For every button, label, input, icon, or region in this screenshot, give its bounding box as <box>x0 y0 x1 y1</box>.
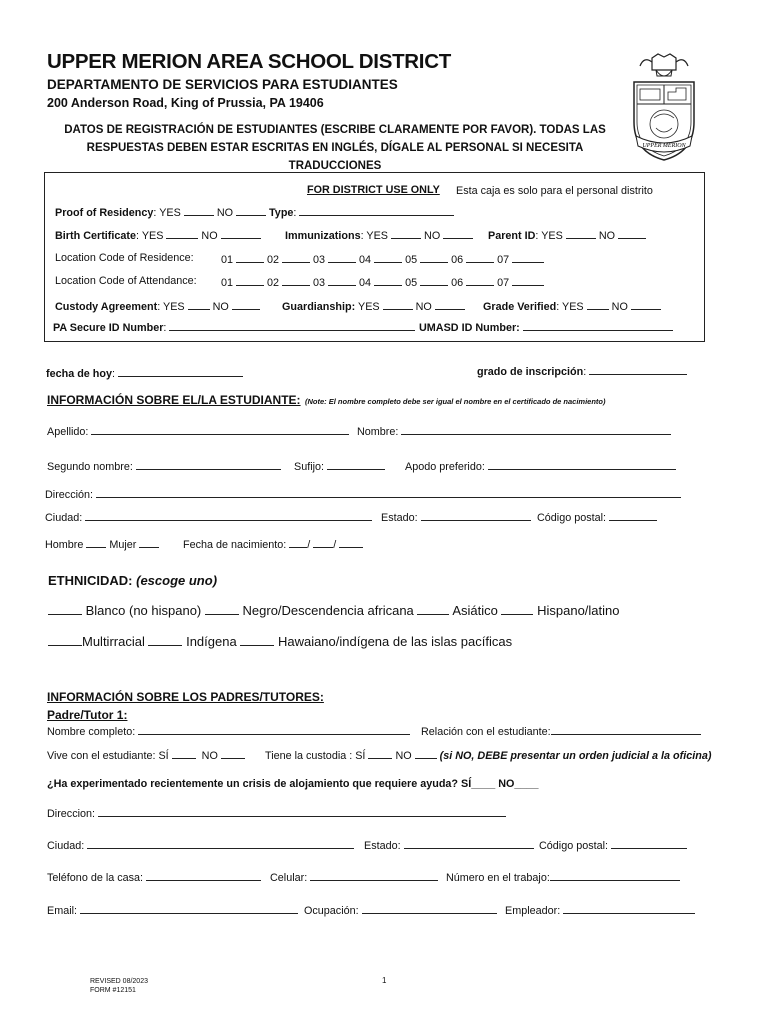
parent-address-field[interactable]: Direccion: <box>47 806 506 820</box>
parent-1-heading: Padre/Tutor 1: <box>47 708 128 722</box>
student-section-heading: INFORMACIÓN SOBRE EL/LA ESTUDIANTE: (Note: El nombre completo debe ser igual el nombre en el certificado de nacimiento) <box>47 393 606 407</box>
ethnicity-asian: Asiático <box>452 603 498 618</box>
ethnicity-black: Negro/Descendencia africana <box>242 603 414 618</box>
parent-zip-field[interactable]: Código postal: <box>539 838 687 852</box>
suffix-field[interactable]: Sufijo: <box>294 459 385 473</box>
middle-name-field[interactable]: Segundo nombre: <box>47 459 281 473</box>
ethnicity-row-2[interactable] <box>48 634 512 649</box>
district-use-note: Esta caja es solo para el personal distrito <box>456 185 653 197</box>
pa-secure-id-row: PA Secure ID Number: <box>53 320 415 334</box>
housing-crisis-question[interactable]: ¿Ha experimentado recientemente un crisis de alojamiento que requiere ayuda? SÍ____ NO____ <box>47 778 539 790</box>
immunizations-row: Immunizations: YES NO <box>285 228 473 242</box>
ethnicity-hispanic: Hispano/latino <box>537 603 620 618</box>
parent-state-field[interactable]: Estado: <box>364 838 534 852</box>
birth-certificate-row: Birth Certificate: YES NO <box>55 228 261 242</box>
lives-with-student-field[interactable]: Vive con el estudiante: SÍ NO <box>47 748 245 762</box>
first-name-field[interactable]: Nombre: <box>357 424 671 438</box>
attendance-code-label: Location Code of Attendance: <box>55 275 197 287</box>
grade-verified-row: Grade Verified: YES NO <box>483 299 661 313</box>
page-number: 1 <box>382 976 387 985</box>
custody-field[interactable]: Tiene la custodia : SÍ NO (si NO, DEBE presentar un orden judicial a la oficina) <box>265 750 712 762</box>
parent-city-field[interactable]: Ciudad: <box>47 838 354 852</box>
work-phone-field[interactable]: Número en el trabajo: <box>446 870 680 884</box>
student-address-field[interactable]: Dirección: <box>45 487 681 501</box>
department-name: DEPARTAMENTO DE SERVICIOS PARA ESTUDIANTES <box>47 77 398 92</box>
date-field[interactable]: fecha de hoy: <box>46 366 243 380</box>
residence-code-label: Location Code of Residence: <box>55 252 194 264</box>
revision-info: REVISED 08/2023 FORM #12151 <box>90 978 148 994</box>
student-zip-field[interactable]: Código postal: <box>537 510 657 524</box>
ethnicity-white: Blanco (no hispano) <box>85 603 202 618</box>
student-state-field[interactable]: Estado: <box>381 510 531 524</box>
cell-phone-field[interactable]: Celular: <box>270 870 438 884</box>
residence-code-options: 01 02 03 04 05 06 07 <box>221 252 544 266</box>
umasd-id-row: UMASD ID Number: <box>419 320 673 334</box>
parent-id-row: Parent ID: YES NO <box>488 228 646 242</box>
form-instructions: DATOS DE REGISTRACIÓN DE ESTUDIANTES (ESCRIBE CLARAMENTE POR FAVOR). TODAS LAS RESPUESTAS DEBEN ESTAR ESCRITAS EN INGLÉS, DÍGALE AL PERSONAL SI NECESITA TRADUCCIONES <box>64 124 606 172</box>
viking-crest-logo <box>624 52 704 164</box>
ethnicity-indigenous: Indígena <box>186 634 237 649</box>
district-use-title: FOR DISTRICT USE ONLY <box>307 184 440 196</box>
parent-name-field[interactable]: Nombre completo: <box>47 724 410 738</box>
custody-agreement-row: Custody Agreement: YES NO <box>55 299 260 313</box>
employer-field[interactable]: Empleador: <box>505 903 695 917</box>
last-name-field[interactable]: Apellido: <box>47 424 349 438</box>
home-phone-field[interactable]: Teléfono de la casa: <box>47 870 261 884</box>
parent-relation-field[interactable]: Relación con el estudiante: <box>421 724 701 738</box>
district-title: UPPER MERION AREA SCHOOL DISTRICT <box>47 50 451 73</box>
ethnicity-hawaiian: Hawaiano/indígena de las islas pacíficas <box>277 634 513 649</box>
guardianship-row: Guardianship: YES NO <box>282 299 465 313</box>
residency-row: Proof of Residency: YES NO Type: <box>55 205 454 219</box>
grade-field[interactable]: grado de inscripción: <box>477 364 687 378</box>
ethnicity-row-1[interactable] <box>48 603 620 618</box>
ethnicity-heading: ETHNICIDAD: (escoge uno) <box>48 573 218 588</box>
attendance-code-options: 01 02 03 04 05 06 07 <box>221 275 544 289</box>
ethnicity-multiracial: Multirracial <box>82 634 145 649</box>
district-address: 200 Anderson Road, King of Prussia, PA 19406 <box>47 96 324 110</box>
logo-banner-text: UPPER MERION <box>642 143 686 149</box>
student-city-field[interactable]: Ciudad: <box>45 510 372 524</box>
birth-date-field[interactable]: Fecha de nacimiento: / / <box>183 537 363 551</box>
nickname-field[interactable]: Apodo preferido: <box>405 459 676 473</box>
email-field[interactable]: Email: <box>47 903 298 917</box>
gender-field[interactable]: Hombre Mujer <box>45 537 159 551</box>
occupation-field[interactable]: Ocupación: <box>304 903 497 917</box>
parents-section-heading: INFORMACIÓN SOBRE LOS PADRES/TUTORES: <box>47 690 324 704</box>
